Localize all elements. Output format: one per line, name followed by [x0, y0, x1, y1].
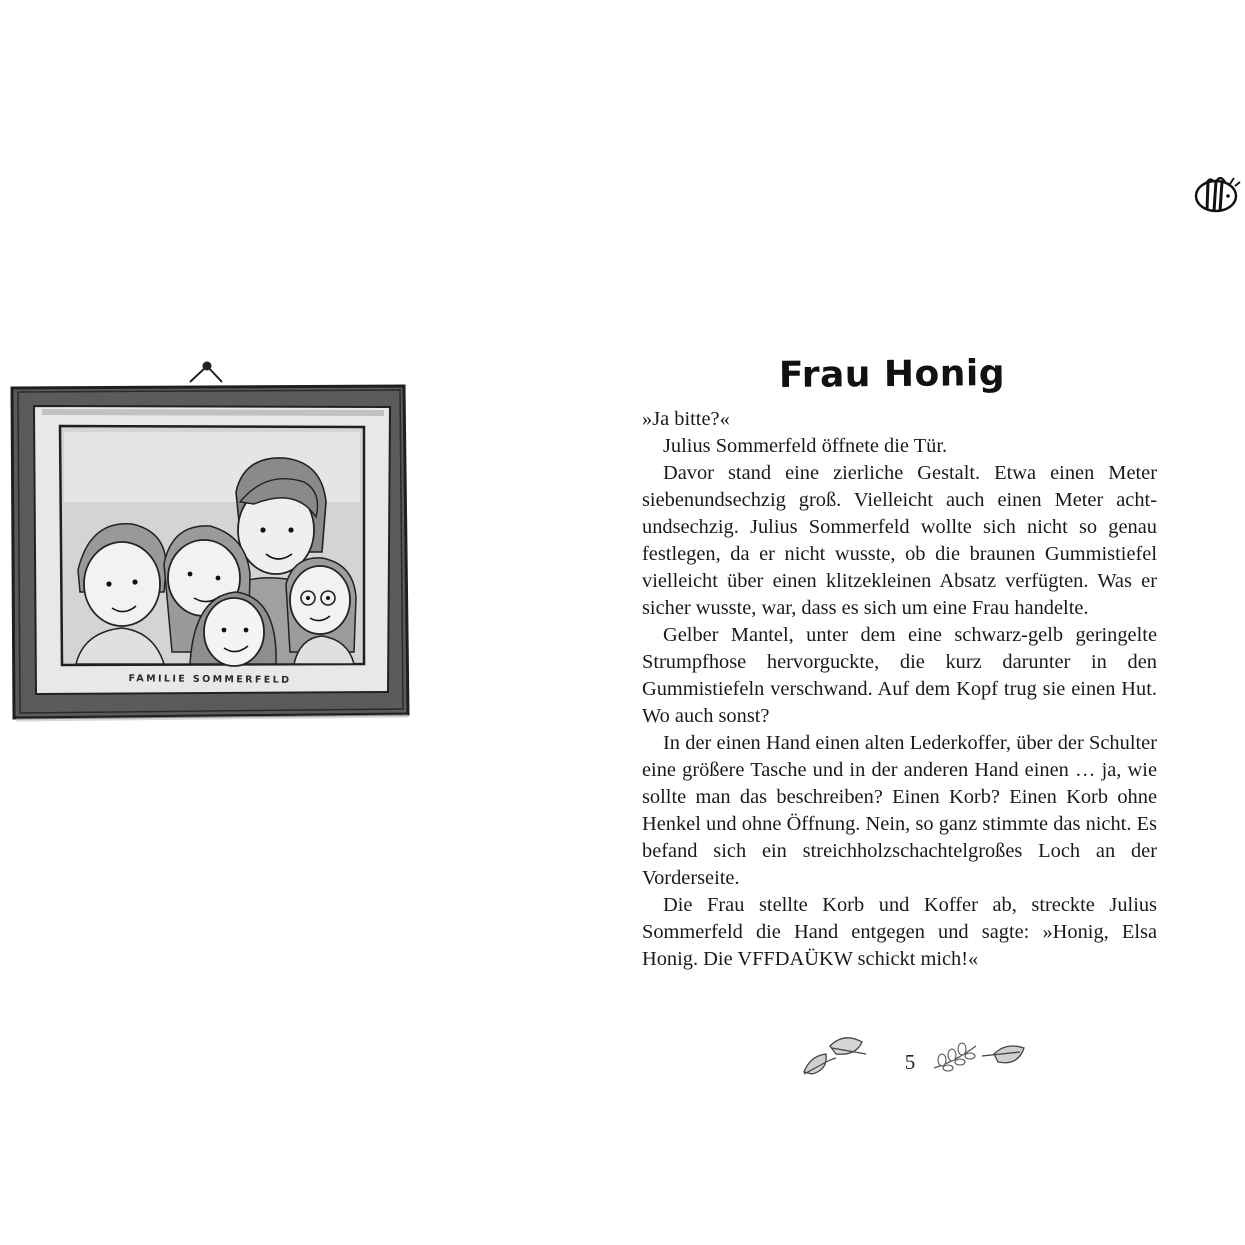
paragraph: Davor stand eine zierliche Gestalt. Etwa einen Meter siebenundsechzig groß. Vielleicht auch einen Meter achtundsechzig. Julius Sommerfeld wollte sich nicht so genau festlegen, da er nicht wusste, ob die braunen Gummistiefel vielleicht über einen klitzekleinen Absatz verfügten. Was er sicher wusste, war, dass es sich um eine Frau handelte.: [642, 462, 1157, 619]
leaf-icon: [980, 1040, 1026, 1070]
left-page: [0, 0, 622, 1245]
sprig-icon: [932, 1038, 980, 1072]
bee-icon: [1192, 166, 1244, 216]
leaf-pair-icon: [800, 1032, 872, 1078]
paragraph: Gelber Mantel, unter dem eine schwarz-gelb geringelte Strumpfhose hervorguckte, die kurz darunter in den Gummistiefeln verschwand. Auf dem Kopf trug sie einen Hut. Wo auch sonst?: [642, 624, 1157, 727]
photo-caption: FAMILIE SOMMERFELD: [128, 673, 292, 686]
page-footer: [800, 1030, 1025, 1080]
chapter-title: Frau Honig: [778, 353, 1006, 397]
family-portrait-illustration: [4, 352, 416, 726]
paragraph: Die Frau stellte Korb und Koffer ab, streckte Julius Sommerfeld die Hand entgegen und sagte: »Honig, Elsa Honig. Die VFFDAÜKW schickt mich!«: [642, 894, 1157, 970]
paragraph: »Ja bitte?«: [642, 408, 730, 430]
chapter-body-text: [642, 406, 1157, 973]
picture-frame-icon: [4, 352, 416, 726]
right-page: [622, 0, 1245, 1245]
paragraph: Julius Sommerfeld öffnete die Tür.: [663, 435, 948, 457]
paragraph: In der einen Hand einen alten Lederkoffer, über der Schulter eine größere Tasche und in der anderen Hand einen … ja, wie sollte man das beschreiben? Einen Korb? Einen Korb ohne Henkel und ohne Öffnung. Nein, so ganz stimmte das nicht. Es befand sich ein streichholzschachtelgroßes Loch an der Vorderseite.: [642, 732, 1157, 889]
page-number: 5: [904, 1050, 916, 1074]
